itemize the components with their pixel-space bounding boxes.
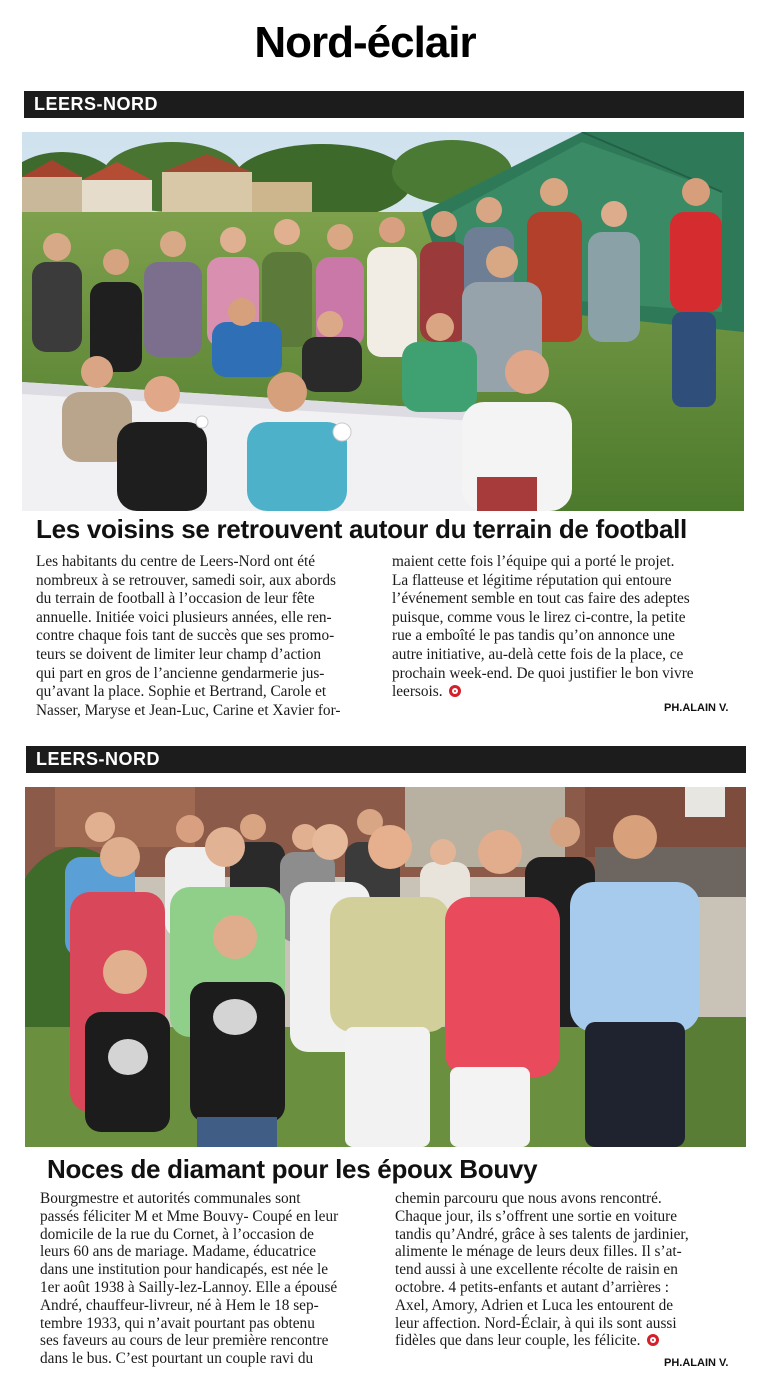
text-line: maient cette fois l’équipe qui a porté le projet. [392,553,675,570]
photo-neighbours-party-image [22,132,744,511]
section-label-2: LEERS-NORD [26,746,746,773]
newspaper-masthead: Nord-éclair [254,18,476,67]
headline-1: Les voisins se retrouvent autour du terrain de football [36,514,687,544]
end-of-article-icon [449,685,461,697]
photo-credit-2: PH.ALAIN V. [664,1357,729,1369]
article2-column-2 [395,1190,735,1350]
text-line: teurs se doivent de limiter leur champ d’action [36,645,322,663]
article1-column-1 [36,553,381,720]
section-label-1: LEERS-NORD [24,91,744,118]
text-line: Chaque jour, ils s’offrent une sortie en voiture [395,1207,678,1225]
text-line: domicile de la rue du Cornet, à l’occasion de [40,1225,314,1243]
text-line: Nasser, Maryse et Jean-Luc, Carine et Xavier for- [36,701,341,719]
text-line: dans une institution pour handicapés, est née le [40,1261,329,1279]
text-line: l’événement semble en tout cas faire des adeptes [392,590,690,608]
headline-2: Noces de diamant pour les époux Bouvy [47,1154,538,1184]
text-line [392,683,737,702]
text-line: qui part en gros de l’ancienne gendarmerie jus- [36,664,325,682]
text-line: tend aussi à une excellente récolte de raisin en [395,1261,678,1279]
text-line: ses faveurs au cours de leur première rencontre [40,1332,329,1350]
text-line: annuelle. Initiée voici plusieurs années, elle ren- [36,608,332,626]
text-line: passés féliciter M et Mme Bouvy- Coupé en leur [40,1207,339,1225]
text-line: Bourgmestre et autorités communales sont [40,1190,301,1207]
text-line: chemin parcouru que nous avons rencontré. [395,1190,662,1207]
photo-credit-1: PH.ALAIN V. [664,702,729,714]
text-line: dans le bus. C’est pourtant un couple ravi du [40,1350,314,1368]
text-line: rue a emboîté le pas tandis qu’on annonce une [392,627,675,645]
text-line: prochain week-end. De quoi justifier le bon vivre [392,664,694,682]
text-line: du terrain de football à l’occasion de leur fête [36,590,315,608]
text-line: 1er août 1938 à Sailly-lez-Lannoy. Elle a épousé [40,1278,338,1296]
text-line: Les habitants du centre de Leers-Nord ont été [36,553,316,570]
text-line: tandis qu’André, grâce à ses talents de jardinier, [395,1225,689,1243]
photo-neighbours-party [22,132,744,511]
text-line [395,1332,735,1350]
last-sentence: fidèles que dans leur couple, les félicite. [395,1332,641,1350]
text-line: contre chaque fois tant de succès que ses promo- [36,627,335,645]
last-word: leersois. [392,683,443,701]
text-line: La flatteuse et légitime réputation qui entoure [392,571,672,589]
text-line: puisque, comme vous le lirez ci-contre, la petite [392,608,686,626]
text-line: nombreux à se retrouver, samedi soir, aux abords [36,571,336,589]
text-line: alimente le ménage de leurs deux filles. Il s’at- [395,1243,682,1261]
text-line: octobre. 4 petits-enfants et autant d’arrières : [395,1278,669,1296]
text-line: leur affection. Nord-Éclair, à qui ils sont aussi [395,1314,677,1332]
photo-diamond-wedding-image [25,787,746,1147]
photo-diamond-wedding [25,787,746,1147]
text-line: leurs 60 ans de mariage. Madame, éducatrice [40,1243,317,1261]
end-of-article-icon [647,1334,659,1346]
text-line: tembre 1933, qui n’avait pourtant pas obtenu [40,1314,315,1332]
text-line: autre initiative, au-delà cette fois de la place, ce [392,645,684,663]
article2-column-1 [40,1190,380,1368]
text-line: Axel, Amory, Adrien et Luca les entourent de [395,1296,674,1314]
text-line: André, chauffeur-livreur, né à Hem le 18 sep- [40,1296,319,1314]
text-line: qu’avant la place. Sophie et Bertrand, Carole et [36,683,327,701]
article1-column-2 [392,553,737,702]
